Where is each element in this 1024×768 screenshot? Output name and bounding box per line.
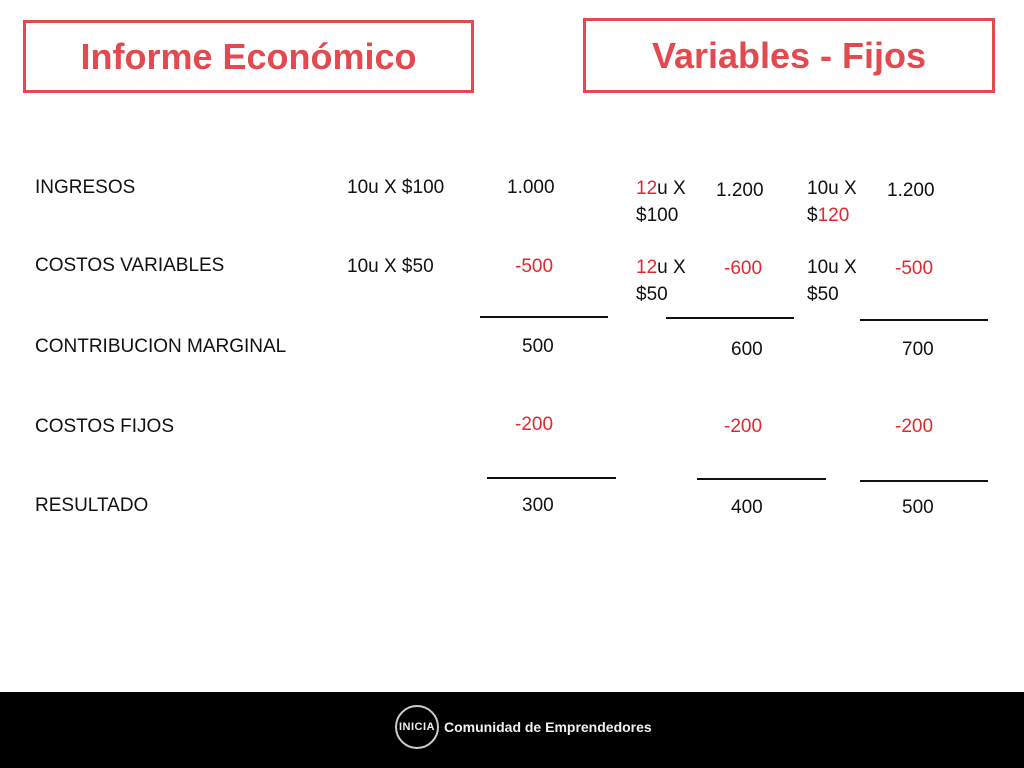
- base-resultado-value: 300: [522, 495, 554, 516]
- s1-cv-units-number: 12: [636, 257, 658, 278]
- row-label-ingresos: INGRESOS: [35, 177, 136, 198]
- s1-ingresos-value: 1.200: [716, 180, 764, 201]
- inicia-logo-icon: [395, 705, 439, 749]
- s1-rule-1: [666, 317, 794, 319]
- title-right-text: Variables - Fijos: [651, 34, 927, 76]
- s2-resultado-value: 500: [902, 497, 934, 518]
- logo-text: INICIA: [399, 721, 435, 733]
- s2-ingresos-price-value: 120: [817, 205, 850, 226]
- s2-cv-price: $50: [807, 284, 839, 305]
- title-variables-fijos: [583, 18, 995, 93]
- base-ingresos-calc: 10u X $100: [347, 177, 445, 198]
- s1-cv-units: [636, 254, 686, 282]
- base-cv-value: -500: [515, 256, 554, 277]
- s2-rule-1: [860, 319, 988, 321]
- row-label-costos-variables: COSTOS VARIABLES: [35, 255, 225, 276]
- s2-rule-2: [860, 480, 988, 482]
- s1-cv-units-rest: u X: [657, 257, 686, 278]
- s1-ingresos-units-number: 12: [636, 178, 658, 199]
- s1-contribucion-value: 600: [731, 339, 763, 360]
- base-rule-1: [480, 316, 608, 318]
- s1-ingresos-units: [636, 175, 686, 203]
- s1-fijos-value: -200: [724, 416, 763, 437]
- row-label-resultado: RESULTADO: [35, 495, 149, 516]
- s2-ingresos-value: 1.200: [887, 180, 935, 201]
- row-label-contribucion-marginal: CONTRIBUCION MARGINAL: [35, 336, 287, 357]
- base-fijos-value: -200: [515, 414, 554, 435]
- row-label-costos-fijos: COSTOS FIJOS: [35, 416, 175, 437]
- s2-cv-value: -500: [895, 258, 934, 279]
- base-rule-2: [487, 477, 616, 479]
- s1-ingresos-price: $100: [636, 205, 679, 226]
- s1-ingresos-units-rest: u X: [657, 178, 686, 199]
- s2-cv-units: 10u X: [807, 257, 857, 278]
- title-left-text: Informe Económico: [80, 35, 417, 77]
- s1-resultado-value: 400: [731, 497, 763, 518]
- s2-ingresos-price-symbol: $: [807, 205, 818, 226]
- base-cv-calc: 10u X $50: [347, 256, 434, 277]
- s2-fijos-value: -200: [895, 416, 934, 437]
- s1-cv-value: -600: [724, 258, 763, 279]
- footer-bar: [0, 692, 1024, 768]
- footer-text: Comunidad de Emprendedores: [444, 719, 652, 735]
- base-contribucion-value: 500: [522, 336, 554, 357]
- s1-cv-price: $50: [636, 284, 668, 305]
- s2-contribucion-value: 700: [902, 339, 934, 360]
- s2-ingresos-units: 10u X: [807, 178, 857, 199]
- s2-ingresos-price: [807, 202, 849, 230]
- title-informe-economico: [23, 20, 474, 93]
- base-ingresos-value: 1.000: [507, 177, 555, 198]
- s1-rule-2: [697, 478, 826, 480]
